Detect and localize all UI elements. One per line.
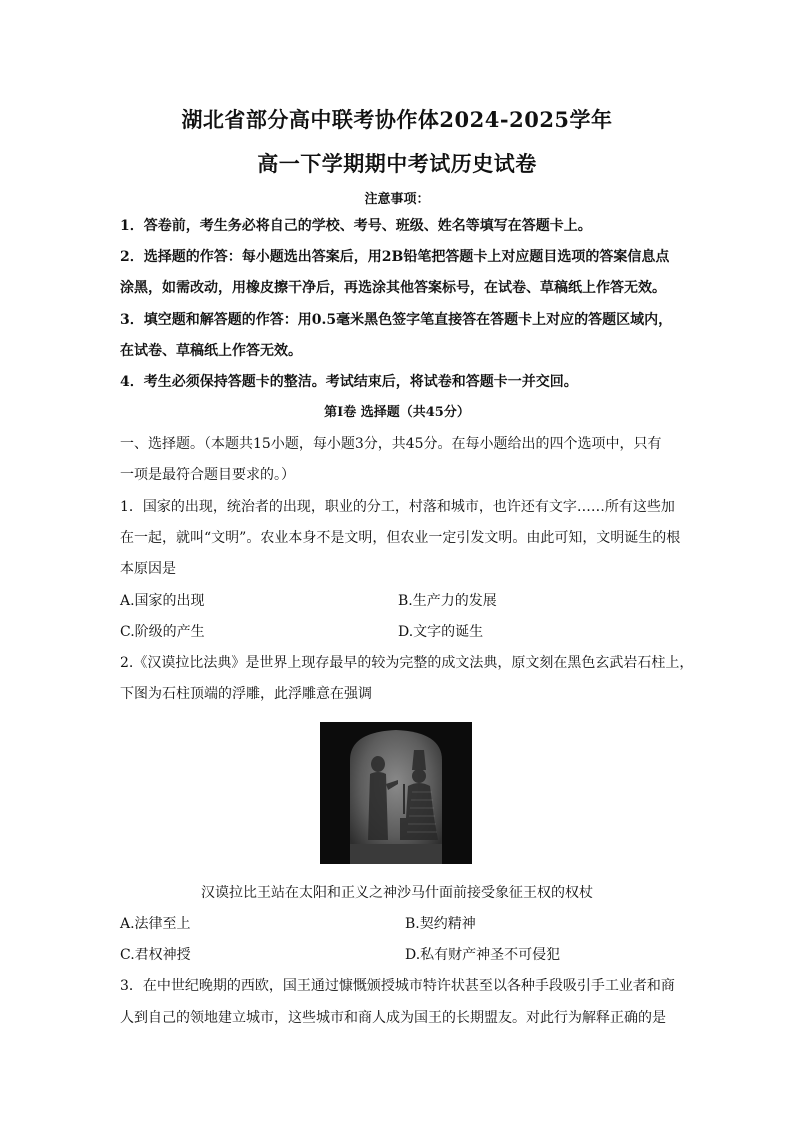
question-3-text: 人到自己的领地建立城市，这些城市和商人成为国王的长期盟友。对此行为解释正确的是 [120,1010,666,1026]
notice-line: 3．填空题和解答题的作答：用0.5毫米黑色签字笔直接答在答题卡上对应的答题区域内， [120,312,673,328]
exam-title-line1: 湖北省部分高中联考协作体2024-2025学年 [181,107,613,132]
question-1-option-d: D.文字的诞生 [398,624,484,640]
god-crown [412,750,426,770]
question-2-option-c: C.君权神授 [120,947,191,963]
section-title: 第Ⅰ卷 选择题（共45分） [324,405,470,420]
question-1-option-b: B.生产力的发展 [398,593,497,609]
god-throne [400,818,410,840]
question-1-option-a: A.国家的出现 [120,593,205,609]
section-intro-line: 一项是最符合题目要求的。） [120,467,295,483]
question-1-text: 在一起，就叫“文明”。农业本身不是文明，但农业一定引发文明。由此可知，文明诞生的根 [120,530,681,546]
notice-line: 在试卷、草稿纸上作答无效。 [120,343,302,359]
hammurabi-stele-relief-image [320,722,472,864]
stele-lower-inscription [350,844,442,864]
question-2-text: 下图为石柱顶端的浮雕，此浮雕意在强调 [120,686,372,702]
section-intro-line: 一、选择题。（本题共15小题，每小题3分，共45分。在每小题给出的四个选项中，只有 [120,436,662,452]
question-1-text: 本原因是 [120,561,176,577]
question-2-option-b: B.契约精神 [405,916,476,932]
question-1-text: 1．国家的出现，统治者的出现，职业的分工，村落和城市，也许还有文字……所有这些加 [120,499,675,515]
king-head [371,756,385,772]
question-2-option-d: D.私有财产神圣不可侵犯 [405,947,561,963]
god-head [412,769,426,783]
question-3-text: 3．在中世纪晚期的西欧，国王通过慷慨颁授城市特许状甚至以各种手段吸引手工业者和商 [120,978,675,994]
image-caption: 汉谟拉比王站在太阳和正义之神沙马什面前接受象征王权的权杖 [201,885,593,901]
exam-title-line2: 高一下学期期中考试历史试卷 [257,151,537,176]
question-2-option-a: A.法律至上 [120,916,191,932]
notice-heading: 注意事项： [364,192,430,207]
notice-line: 涂黑，如需改动，用橡皮擦干净后，再选涂其他答案标号，在试卷、草稿纸上作答无效。 [120,280,666,296]
notice-line: 1．答卷前，考生务必将自己的学校、考号、班级、姓名等填写在答题卡上。 [120,218,592,234]
stele-relief-illustration [320,722,472,864]
question-1-option-c: C.阶级的产生 [120,624,205,640]
notice-line: 4．考生必须保持答题卡的整洁。考试结束后，将试卷和答题卡一并交回。 [120,374,578,390]
question-2-text: 2.《汉谟拉比法典》是世界上现存最早的较为完整的成文法典，原文刻在黑色玄武岩石柱上， [120,655,694,671]
king-robe [368,772,388,840]
notice-line: 2．选择题的作答：每小题选出答案后，用2B铅笔把答题卡上对应题目选项的答案信息点 [120,249,670,265]
